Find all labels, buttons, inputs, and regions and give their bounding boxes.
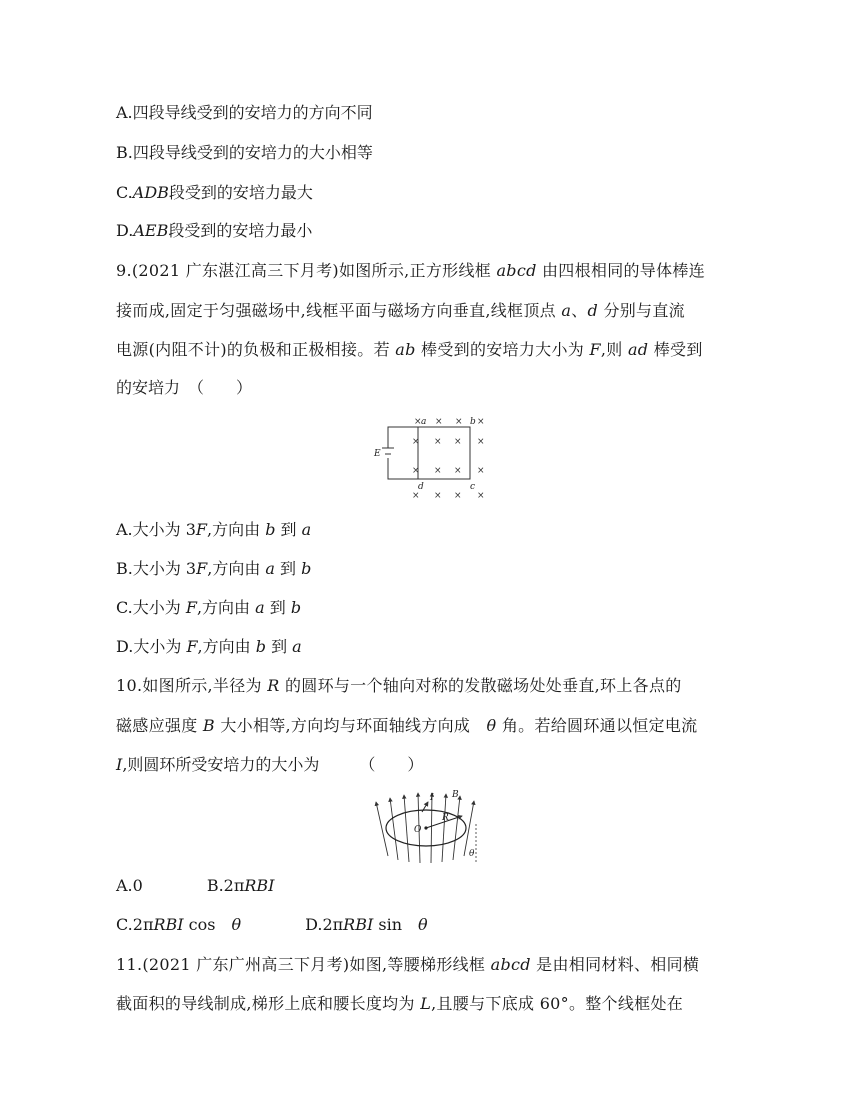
q10-ring-figure [372, 788, 484, 866]
q9-stem-line-3 [116, 340, 703, 360]
q9-l3-text-2: 棒受到的安培力大小为 [415, 340, 590, 359]
q9-d-5: 到 [265, 637, 293, 656]
cross: × [455, 417, 463, 427]
q9-option-d [116, 637, 302, 657]
q9-a-3: ,方向由 [207, 520, 266, 539]
cross: × [435, 417, 443, 427]
q8-option-a-text: A.四段导线受到的安培力的方向不同 [116, 103, 373, 122]
q9-l4-text: 的安培力 （ ） [116, 378, 253, 397]
q9-c-4: a [255, 598, 265, 617]
q8-option-a [116, 103, 373, 123]
q10-r2-5: D.2π [241, 915, 344, 934]
q10-l1-1: 10.如图所示,半径为 [116, 676, 268, 695]
q9-l3-var-f: F [589, 340, 601, 359]
q9-a-2: F [195, 520, 208, 539]
q9-d-2: F [186, 637, 198, 656]
q9-c-3: ,方向由 [196, 598, 256, 617]
label-d: d [418, 482, 424, 492]
q9-option-b [116, 559, 311, 579]
cross: × [412, 437, 420, 447]
q10-options-row-2 [116, 915, 428, 935]
cross: × [412, 491, 420, 501]
cross: × [454, 466, 462, 476]
q10-r2-1: C.2π [116, 915, 154, 934]
cross: × [477, 466, 485, 476]
q10-r1-1: A.0 B.2π [116, 876, 245, 895]
q8-option-c-prefix: C. [116, 183, 133, 202]
q10-r2-2: RBI [153, 915, 184, 934]
q9-b-1: B.大小为 3 [116, 559, 197, 578]
q8-option-d-prefix: D. [116, 221, 134, 240]
q9-l3-text: 电源(内阻不计)的负极和正极相接。若 [116, 340, 396, 359]
cross: × [477, 437, 485, 447]
label-i: I [430, 793, 434, 803]
q10-r1-2: RBI [244, 876, 275, 895]
q8-option-c-var: ADB [132, 183, 169, 202]
q10-r2-6: RBI [343, 915, 374, 934]
cross: × [454, 437, 462, 447]
cross: × [434, 491, 442, 501]
q8-option-d-rest: 段受到的安培力最小 [168, 221, 313, 240]
q11-l2-var: L [420, 994, 432, 1013]
q9-a-4: b [265, 520, 276, 539]
q9-d-3: ,方向由 [197, 637, 256, 656]
q11-l2-3: ,且腰与下底成 60°。整个线框处在 [431, 994, 684, 1013]
q9-l2-text-end: 分别与直流 [598, 301, 685, 320]
q9-l3-text-end: 棒受到 [648, 340, 703, 359]
q10-stem-line-3 [116, 755, 423, 775]
q9-l2-var-d: d [587, 301, 599, 320]
cross: × [434, 466, 442, 476]
q10-r2-7: sin [373, 915, 419, 934]
cross: × [434, 437, 442, 447]
q11-l2-1: 截面积的导线制成,梯形上底和腰长度均为 [116, 994, 421, 1013]
cross: × [477, 417, 485, 427]
q9-circuit-figure [368, 411, 498, 503]
q10-l2-var-b: B [202, 716, 215, 735]
q8-option-b [116, 143, 373, 163]
q9-b-5: 到 [274, 559, 302, 578]
q8-option-d [116, 221, 312, 241]
q9-b-4: a [265, 559, 275, 578]
q10-stem-line-2 [116, 716, 697, 736]
q9-a-1: A.大小为 3 [116, 520, 196, 539]
label-c: c [470, 482, 476, 492]
cross: × [477, 491, 485, 501]
q9-l3-var-ad: ad [627, 340, 649, 359]
q9-b-2: F [196, 559, 208, 578]
q11-l1-var: abcd [490, 955, 531, 974]
square-loop [418, 427, 470, 479]
q10-l2-5: 角。若给圆环通以恒定电流 [496, 716, 698, 735]
q9-stem-line-2 [116, 301, 685, 321]
q10-l2-var-theta: θ [486, 716, 497, 735]
q9-c-2: F [185, 598, 197, 617]
label-r: R [442, 813, 449, 823]
q11-l1-3: 是由相同材料、相同横 [530, 955, 700, 974]
q10-stem-line-1 [116, 676, 682, 696]
q9-option-a [116, 520, 311, 540]
q9-d-1: D.大小为 [116, 637, 187, 656]
label-o: O [414, 825, 422, 835]
q8-option-b-text: B.四段导线受到的安培力的大小相等 [116, 143, 373, 162]
q9-l2-var-a: a [561, 301, 572, 320]
q10-l1-var-r: R [267, 676, 280, 695]
label-e: E [374, 449, 381, 459]
q10-l3-var-i: I [116, 755, 123, 774]
q10-l2-1: 磁感应强度 [116, 716, 203, 735]
cross: × [414, 417, 422, 427]
q10-r2-3: cos [183, 915, 232, 934]
q8-option-c-rest: 段受到的安培力最大 [168, 183, 313, 202]
q9-l3-text-3: ,则 [600, 340, 628, 359]
q9-l3-var-ab: ab [395, 340, 416, 359]
q8-option-c [116, 183, 313, 203]
q9-c-1: C.大小为 [116, 598, 186, 617]
q10-l3-2: ,则圆环所受安培力的大小为 （ ） [122, 755, 424, 774]
q10-r2-8: θ [418, 915, 428, 934]
label-theta: θ [469, 849, 475, 859]
q10-options-row-1 [116, 876, 275, 896]
cross: × [454, 491, 462, 501]
q11-l1-1: 11.(2021 广东广州高三下月考)如图,等腰梯形线框 [116, 955, 491, 974]
q11-stem-line-1 [116, 955, 699, 975]
q9-l1-var: abcd [496, 261, 537, 280]
label-b: B [452, 790, 459, 800]
q9-a-6: a [301, 520, 312, 539]
q10-l2-3: 大小相等,方向均与环面轴线方向成 [214, 716, 487, 735]
q8-option-d-var: AEB [133, 221, 169, 240]
q9-c-5: 到 [264, 598, 291, 617]
q10-l1-3: 的圆环与一个轴向对称的发散磁场处处垂直,环上各点的 [279, 676, 682, 695]
q9-stem-line-1 [116, 261, 705, 281]
cross: × [412, 466, 420, 476]
q11-stem-line-2 [116, 994, 683, 1014]
q9-c-6: b [290, 598, 302, 617]
q9-l2-text: 接而成,固定于匀强磁场中,线框平面与磁场方向垂直,线框顶点 [116, 301, 562, 320]
q9-b-3: ,方向由 [207, 559, 266, 578]
q9-l2-sep: 、 [571, 301, 588, 320]
q9-l1-text: 9.(2021 广东湛江高三下月考)如图所示,正方形线框 [116, 261, 497, 280]
q9-d-6: a [292, 637, 302, 656]
label-a: a [421, 417, 427, 427]
label-b: b [470, 417, 476, 427]
q9-l1-text-end: 由四根相同的导体棒连 [536, 261, 706, 280]
q9-a-5: 到 [275, 520, 302, 539]
q9-d-4: b [255, 637, 266, 656]
q9-b-6: b [301, 559, 312, 578]
q10-r2-4: θ [231, 915, 242, 934]
q9-stem-line-4 [116, 378, 252, 398]
q9-option-c [116, 598, 301, 618]
